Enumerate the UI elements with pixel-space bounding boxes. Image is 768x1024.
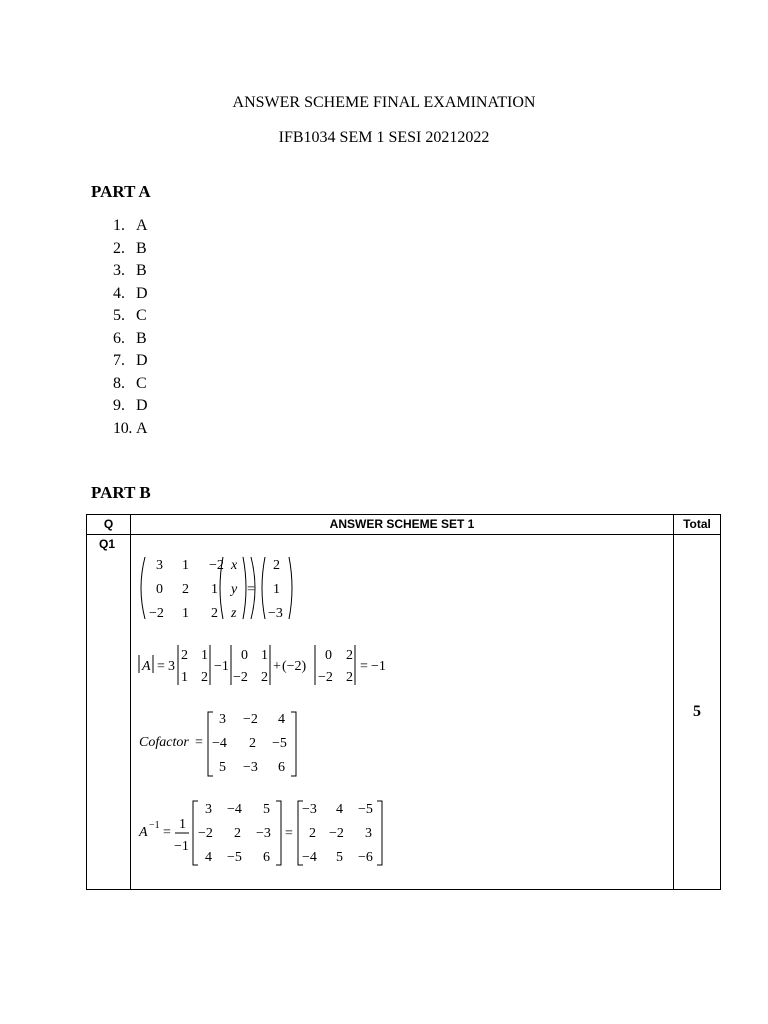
equals-sign: = bbox=[195, 735, 203, 750]
table-row bbox=[87, 535, 721, 890]
matrix-entry: −2 bbox=[198, 826, 213, 841]
item-number: 6. bbox=[113, 329, 125, 347]
matrix-entry: 4 bbox=[278, 712, 285, 727]
var-entry: y bbox=[231, 582, 238, 597]
item-number: 5. bbox=[113, 307, 125, 324]
matrix-entry: −3 bbox=[256, 826, 271, 841]
column-header-q: Q bbox=[87, 515, 131, 535]
bracket-right bbox=[377, 801, 382, 865]
paren-left bbox=[141, 557, 145, 619]
item-answer: C bbox=[136, 307, 147, 324]
item-answer: D bbox=[136, 352, 148, 369]
item-answer: A bbox=[136, 217, 148, 234]
document-subtitle: IFB1034 SEM 1 SESI 20212022 bbox=[278, 129, 490, 146]
matrix-entry: −2 bbox=[209, 558, 224, 573]
inverse-exponent: −1 bbox=[149, 820, 160, 831]
minor-entry: 2 bbox=[346, 670, 353, 685]
answer-scheme-table bbox=[86, 514, 721, 890]
matrix-entry: 2 bbox=[234, 826, 241, 841]
matrix-entry: −2 bbox=[243, 712, 258, 727]
item-answer: B bbox=[136, 239, 147, 257]
list-item bbox=[113, 328, 148, 351]
part-a-heading: PART A bbox=[91, 182, 151, 201]
plus-sign: + bbox=[273, 659, 281, 674]
item-number: 9. bbox=[113, 397, 125, 414]
column-header-total: Total bbox=[674, 515, 721, 535]
part-a-answer-list bbox=[113, 215, 148, 440]
item-number: 2. bbox=[113, 239, 125, 257]
vector-entry: 1 bbox=[273, 582, 280, 597]
cofactor-matrix bbox=[139, 712, 296, 776]
part-b-heading: PART B bbox=[91, 483, 151, 502]
matrix-entry: −2 bbox=[329, 826, 344, 841]
answer-working bbox=[131, 535, 674, 890]
matrix-entry: 6 bbox=[278, 760, 285, 775]
matrix-entry: 3 bbox=[219, 712, 226, 727]
item-number: 10. bbox=[113, 419, 133, 437]
list-item bbox=[113, 350, 148, 373]
item-answer: D bbox=[136, 284, 148, 302]
equals-sign: = bbox=[163, 825, 171, 840]
matrix-entry: 2 bbox=[182, 582, 189, 597]
item-answer: A bbox=[136, 419, 148, 437]
fraction-denominator: −1 bbox=[174, 839, 189, 854]
matrix-entry: 1 bbox=[211, 582, 218, 597]
list-item bbox=[113, 215, 148, 238]
matrix-entry: −2 bbox=[149, 606, 164, 621]
vector-entry: −3 bbox=[268, 606, 283, 621]
paren-right bbox=[289, 557, 292, 619]
matrix-entry: 2 bbox=[211, 606, 218, 621]
equals-sign: = bbox=[157, 659, 165, 674]
matrix-entry: 5 bbox=[336, 850, 343, 865]
matrix-entry: 4 bbox=[336, 802, 343, 817]
minor-entry: −2 bbox=[318, 670, 333, 685]
column-header-scheme: ANSWER SCHEME SET 1 bbox=[131, 515, 674, 535]
item-number: 1. bbox=[113, 217, 125, 234]
item-answer: C bbox=[136, 374, 147, 392]
var-entry: z bbox=[231, 606, 237, 621]
item-number: 4. bbox=[113, 284, 125, 302]
list-item bbox=[113, 283, 148, 306]
matrix-entry: 6 bbox=[263, 850, 270, 865]
equals-sign: = bbox=[360, 659, 368, 674]
list-item bbox=[113, 418, 148, 441]
matrix-entry: 1 bbox=[182, 606, 189, 621]
matrix-entry: 3 bbox=[365, 826, 372, 841]
cofactor-label: Cofactor bbox=[139, 735, 189, 750]
item-number: 3. bbox=[113, 262, 125, 279]
vector-entry: 2 bbox=[273, 558, 280, 573]
matrix-entry: 4 bbox=[205, 850, 212, 865]
item-number: 8. bbox=[113, 374, 125, 392]
minor-entry: 0 bbox=[325, 648, 332, 663]
det-coef: 3 bbox=[168, 659, 175, 674]
det-coef: −1 bbox=[214, 659, 229, 674]
det-result: −1 bbox=[371, 659, 386, 674]
matrix-entry: −4 bbox=[302, 850, 317, 865]
matrix-entry: 2 bbox=[309, 826, 316, 841]
matrix-entry: 5 bbox=[263, 802, 270, 817]
minor-entry: 2 bbox=[201, 670, 208, 685]
minor-entry: 1 bbox=[201, 648, 208, 663]
minor-entry: 2 bbox=[181, 648, 188, 663]
equation-system bbox=[141, 557, 292, 621]
matrix-entry: 0 bbox=[156, 582, 163, 597]
inverse-matrix bbox=[138, 801, 382, 865]
matrix-entry: −3 bbox=[243, 760, 258, 775]
question-number: Q1 bbox=[87, 535, 131, 890]
determinant-expansion bbox=[139, 645, 386, 685]
item-answer: B bbox=[136, 262, 147, 279]
det-coef: (−2) bbox=[282, 659, 307, 674]
matrix-entry: 2 bbox=[249, 736, 256, 751]
minor-entry: −2 bbox=[233, 670, 248, 685]
math-working bbox=[131, 535, 674, 891]
minor-entry: 1 bbox=[261, 648, 268, 663]
minor-entry: 2 bbox=[346, 648, 353, 663]
equals-sign: = bbox=[285, 826, 293, 841]
document-title: ANSWER SCHEME FINAL EXAMINATION bbox=[232, 94, 536, 111]
matrix-entry: −4 bbox=[212, 736, 227, 751]
bracket-right bbox=[291, 712, 296, 776]
paren-left bbox=[262, 557, 265, 619]
det-label: A bbox=[142, 659, 151, 674]
matrix-entry: 5 bbox=[219, 760, 226, 775]
matrix-entry: −5 bbox=[358, 802, 373, 817]
fraction-numerator: 1 bbox=[179, 817, 186, 832]
minor-entry: 2 bbox=[261, 670, 268, 685]
matrix-entry: 3 bbox=[205, 802, 212, 817]
list-item bbox=[113, 238, 148, 261]
minor-entry: 0 bbox=[241, 648, 248, 663]
matrix-entry: 1 bbox=[182, 558, 189, 573]
item-number: 7. bbox=[113, 352, 125, 369]
matrix-entry: −4 bbox=[227, 802, 242, 817]
matrix-entry: −5 bbox=[227, 850, 242, 865]
item-answer: B bbox=[136, 329, 147, 347]
equals-sign: = bbox=[247, 582, 255, 597]
minor-entry: 1 bbox=[181, 670, 188, 685]
matrix-entry: −3 bbox=[302, 802, 317, 817]
inverse-label: A bbox=[139, 825, 148, 840]
var-entry: x bbox=[231, 558, 238, 573]
item-answer: D bbox=[136, 397, 148, 414]
matrix-entry: 3 bbox=[156, 558, 163, 573]
table-header-row bbox=[87, 515, 721, 535]
bracket-right bbox=[276, 801, 281, 865]
question-total: 5 bbox=[674, 535, 721, 890]
matrix-entry: −6 bbox=[358, 850, 373, 865]
list-item bbox=[113, 260, 148, 283]
list-item bbox=[113, 305, 148, 328]
paren-right bbox=[243, 557, 246, 619]
list-item bbox=[113, 373, 148, 396]
matrix-entry: −5 bbox=[272, 736, 287, 751]
list-item bbox=[113, 395, 148, 418]
